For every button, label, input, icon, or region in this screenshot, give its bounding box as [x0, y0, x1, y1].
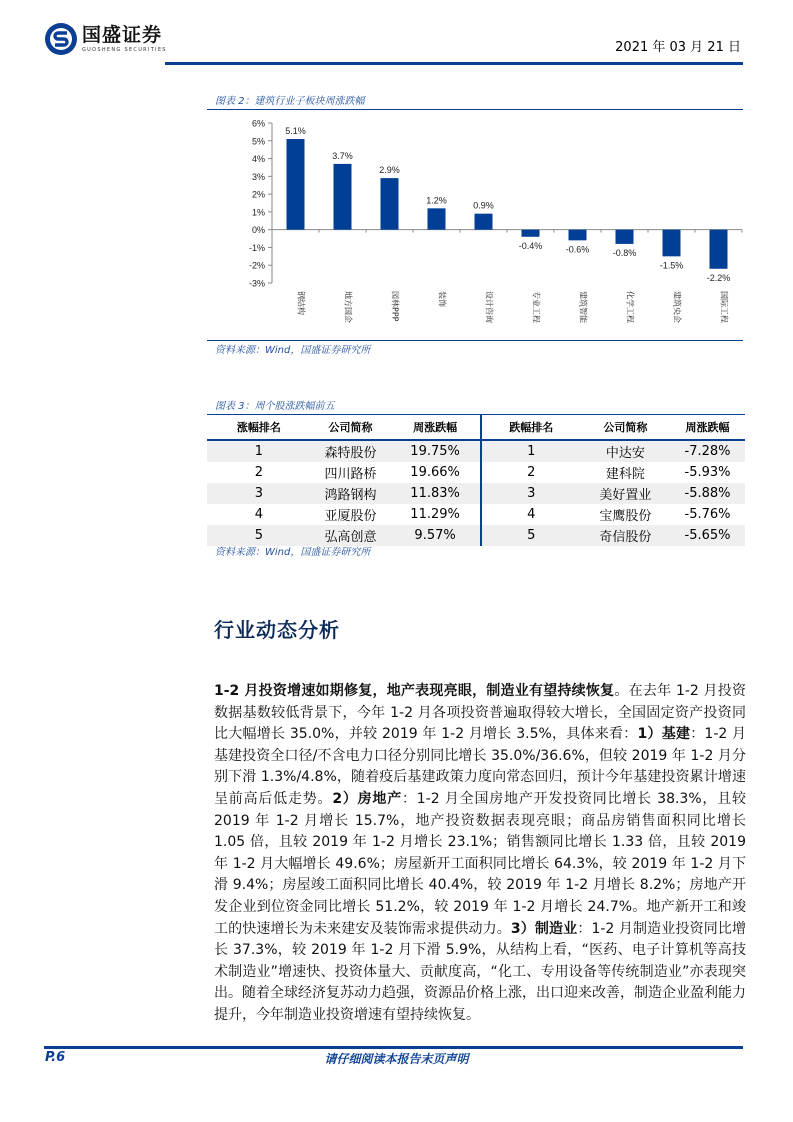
- header-divider: [165, 62, 743, 65]
- cell-gain-rank: 3: [207, 483, 311, 504]
- cell-gain-rank: 5: [207, 525, 311, 546]
- figure-2-title: 图表 2：建筑行业子板块周涨跌幅: [215, 96, 365, 107]
- footer-disclaimer-note: 请仔细阅读本报告末页声明: [324, 1052, 469, 1066]
- bar: [569, 230, 587, 241]
- sector-weekly-change-chart: [207, 110, 743, 340]
- data-label: 1.2%: [426, 195, 447, 206]
- bold-lead-text: 2）房地产: [332, 790, 402, 807]
- section-heading: 行业动态分析: [214, 618, 340, 642]
- category-label: 建筑央企: [672, 291, 682, 323]
- category-label: 国际工程: [719, 291, 729, 323]
- cell-gain-company: 四川路桥: [324, 467, 377, 482]
- cell-gain-rank: 4: [254, 507, 263, 522]
- category-label: 地方国企: [343, 291, 353, 323]
- bold-lead-text: 1-2 月投资增速如期修复，地产表现亮眼，制造业有望持续恢复: [214, 683, 615, 699]
- col-company: 公司简称: [311, 415, 391, 440]
- cell-loss-change: -5.76%: [684, 507, 731, 522]
- y-tick-label: 5%: [251, 136, 265, 147]
- brand-name-en: GUOSHENG SECURITIES: [82, 47, 167, 53]
- cell-gain-company: 弘高创意: [311, 525, 391, 546]
- cell-loss-change: -5.65%: [670, 525, 745, 546]
- cell-loss-company: 奇信股份: [581, 525, 670, 546]
- data-label: -0.6%: [565, 244, 590, 255]
- bar: [475, 214, 493, 230]
- bar: [428, 208, 446, 229]
- body-text: ：1-2 月全国房地产开发投资同比增长 38.3%，且较 2019 年 1-2 月增长 15.7%，地产投资数据表现亮眼；商品房销售面积同比增长 1.05 倍，且较 2019 年 1-2 月增长 23.1%；销售额同比增长 1.33 倍，且较 2019 年 1-2 月大幅增长 49.6%；房屋新开工面积同比增长 64.3%，较 2019 年 1-2 月下滑 9.4%；房屋竣工面积同比增长 40.4%，较 2019 年 1-2 月增长 8.2%；房地产开发企业到位资金同比增长 51.2%，较 2019 年 1-2 月增长 24.7%。地产新开工和竣工的快速增长为未来建安及装饰需求提供动力。: [214, 790, 746, 937]
- bar: [710, 230, 728, 269]
- category-label: 化学工程: [625, 291, 635, 323]
- bar: [663, 230, 681, 257]
- cell-loss-company: 宝鹰股份: [599, 509, 652, 524]
- body-text: ：1-2 月基建投资全口径/不含电力口径分别同比增长 35.0%/36.6%，但较 2019 年 1-2 月分别下滑 1.3%/4.8%，随着疫后基建政策力度向常态回归，预计今年基建投资累计增速呈前高后低走势。: [214, 726, 746, 807]
- cell-loss-rank: 1: [481, 440, 581, 462]
- col-gain-rank: 涨幅排名: [207, 415, 311, 440]
- y-tick-label: 0%: [251, 225, 265, 236]
- table-row: [207, 440, 745, 462]
- cell-gain-change: 11.83%: [390, 483, 481, 504]
- col-change: 周涨跌幅: [390, 415, 481, 440]
- bar: [522, 230, 540, 237]
- category-label: 装饰: [437, 291, 447, 307]
- category-label: 钢结构: [296, 291, 306, 315]
- figure-3-source: 资料来源：Wind，国盛证券研究所: [215, 547, 371, 558]
- body-text: 。在去年 1-2 月投资数据基数较低背景下，今年 1-2 月各项投资普遍取得较大增长，全国固定资产投资同比大幅增长 35.0%，并较 2019 年 1-2 月增长 3.5%，具体来看：: [214, 683, 746, 743]
- brand-name: 国盛证券: [82, 24, 163, 46]
- cell-loss-change: -5.93%: [684, 465, 731, 480]
- cell-gain-change: 11.29%: [390, 504, 481, 525]
- cell-loss-change: -7.28%: [670, 440, 745, 462]
- data-label: -2.2%: [706, 272, 731, 283]
- data-label: 2.9%: [379, 165, 400, 176]
- category-label: 建筑智能: [578, 291, 588, 323]
- y-tick-label: -3%: [248, 278, 265, 289]
- category-label: 设计咨询: [484, 291, 494, 323]
- brand-logo: [44, 22, 167, 56]
- table-row: [207, 462, 745, 483]
- bar: [287, 139, 305, 230]
- cell-gain-change: 19.75%: [390, 440, 481, 462]
- bar: [334, 164, 352, 230]
- category-label: 专业工程: [531, 291, 541, 323]
- cell-loss-rank: 2: [527, 465, 536, 480]
- cell-gain-company: 森特股份: [311, 440, 391, 462]
- cell-gain-change: 19.66%: [390, 462, 481, 483]
- bar: [616, 230, 634, 244]
- col-loss-rank: 跌幅排名: [481, 415, 581, 440]
- table-header-row: [207, 415, 745, 440]
- cell-gain-rank: 1: [207, 440, 311, 462]
- cell-gain-company: 鸿路钢构: [311, 483, 391, 504]
- footer-divider: [44, 1046, 743, 1049]
- body-text: ：1-2 月制造业投资同比增长 37.3%，较 2019 年 1-2 月下滑 5.9%，从结构上看，“医药、电子计算机等高技术制造业”增速快、投资体量大、贡献度高，“化工、专用设备等传统制造业”亦表现突出。随着全球经济复苏动力趋强，资源品价格上涨，出口迎来改善，制造企业盈利能力提升，今年制造业投资增速有望持续恢复。: [214, 920, 746, 1023]
- col-company: 公司简称: [581, 415, 670, 440]
- cell-gain-change: 9.57%: [390, 525, 481, 546]
- y-tick-label: 4%: [251, 154, 265, 165]
- cell-gain-rank: 2: [254, 465, 263, 480]
- bold-lead-text: 3）制造业: [510, 920, 578, 937]
- y-tick-label: -1%: [248, 242, 265, 253]
- guosheng-logo-icon: [44, 22, 78, 56]
- cell-loss-company: 建科院: [605, 467, 645, 482]
- col-change: 周涨跌幅: [670, 415, 745, 440]
- data-label: 3.7%: [332, 150, 353, 161]
- figure-3-title: 图表 3：周个股涨跌幅前五: [215, 401, 335, 412]
- y-tick-label: 2%: [251, 189, 265, 200]
- bar: [381, 178, 399, 230]
- cell-loss-rank: 5: [481, 525, 581, 546]
- y-tick-label: 3%: [251, 171, 265, 182]
- cell-gain-company: 亚厦股份: [324, 509, 377, 524]
- data-label: -0.8%: [612, 247, 637, 258]
- table-row: [207, 504, 745, 525]
- cell-loss-rank: 3: [481, 483, 581, 504]
- category-label: 园林PPP: [390, 291, 400, 322]
- page-number: P.6: [45, 1050, 66, 1065]
- cell-loss-company: 中达安: [581, 440, 670, 462]
- y-tick-label: 6%: [251, 118, 265, 129]
- data-label: 0.9%: [473, 200, 494, 211]
- figure-2-source: 资料来源：Wind，国盛证券研究所: [215, 345, 371, 356]
- data-label: -1.5%: [659, 260, 684, 271]
- report-date: 2021 年 03 月 21 日: [615, 40, 741, 55]
- data-label: 5.1%: [285, 126, 306, 136]
- cell-loss-change: -5.88%: [670, 483, 745, 504]
- y-tick-label: -2%: [248, 260, 265, 271]
- section-paragraph: [214, 681, 746, 1027]
- top-movers-table: [207, 415, 745, 546]
- y-tick-label: 1%: [251, 207, 265, 218]
- cell-loss-company: 美好置业: [581, 483, 670, 504]
- table-row: [207, 483, 745, 504]
- bold-lead-text: 1）基建: [637, 726, 691, 743]
- cell-loss-rank: 4: [527, 507, 536, 522]
- data-label: -0.4%: [518, 240, 543, 251]
